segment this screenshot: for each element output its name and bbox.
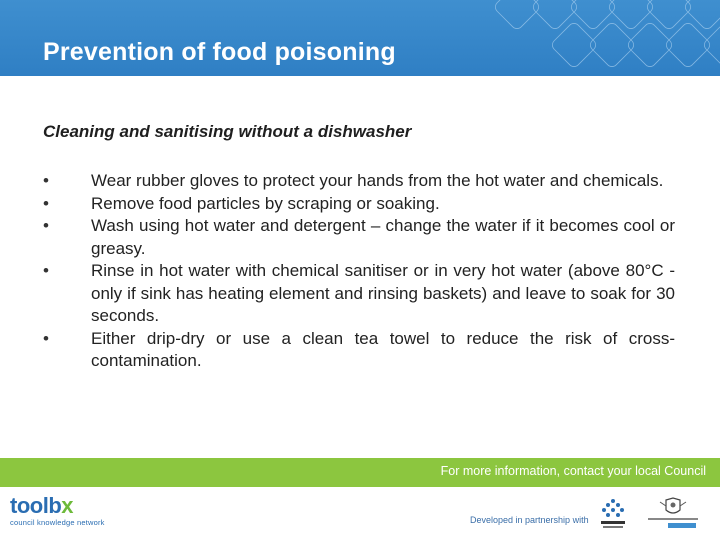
logo-wordmark: toolbx: [10, 493, 74, 518]
bullet-list: [43, 170, 675, 373]
toolbox-logo[interactable]: [10, 495, 105, 527]
government-crest-icon: [638, 496, 708, 530]
council-logo-icon: [596, 496, 630, 530]
section-subtitle: Cleaning and sanitising without a dishwasher: [43, 122, 412, 141]
bullet-icon: •: [43, 261, 49, 280]
bullet-text: Wear rubber gloves to protect your hands from the hot water and chemicals.: [91, 171, 664, 190]
bullet-item: [43, 260, 675, 328]
partnership-text: Developed in partnership with: [470, 515, 589, 525]
bullet-text: Either drip-dry or use a clean tea towel to reduce the risk of cross-contamination.: [91, 328, 675, 370]
footer-info-bar: [0, 458, 720, 487]
footer-info-text: For more information, contact your local Council: [440, 464, 706, 478]
logo-tagline: council knowledge network: [10, 518, 105, 527]
bullet-text: Rinse in hot water with chemical sanitiser or in very hot water (above 80°C - only if sink has heating element and rinsing baskets) and leave to soak for 30 seconds.: [91, 261, 675, 325]
header-decorative-grid-icon: [460, 0, 720, 76]
bullet-icon: •: [43, 193, 49, 213]
bullet-icon: •: [43, 216, 49, 235]
bullet-text: Wash using hot water and detergent – change the water if it becomes cool or greasy.: [91, 216, 675, 258]
slide-title: Prevention of food poisoning: [43, 38, 396, 66]
bullet-item: [43, 215, 675, 260]
bullet-item: [43, 328, 675, 373]
box-logo-icon: x: [61, 493, 74, 518]
bullet-item: [43, 193, 675, 216]
bullet-item: [43, 170, 675, 193]
slide-header: [0, 0, 720, 76]
bullet-icon: •: [43, 171, 49, 190]
bullet-text: Remove food particles by scraping or soaking.: [91, 193, 440, 213]
bullet-icon: •: [43, 328, 49, 348]
